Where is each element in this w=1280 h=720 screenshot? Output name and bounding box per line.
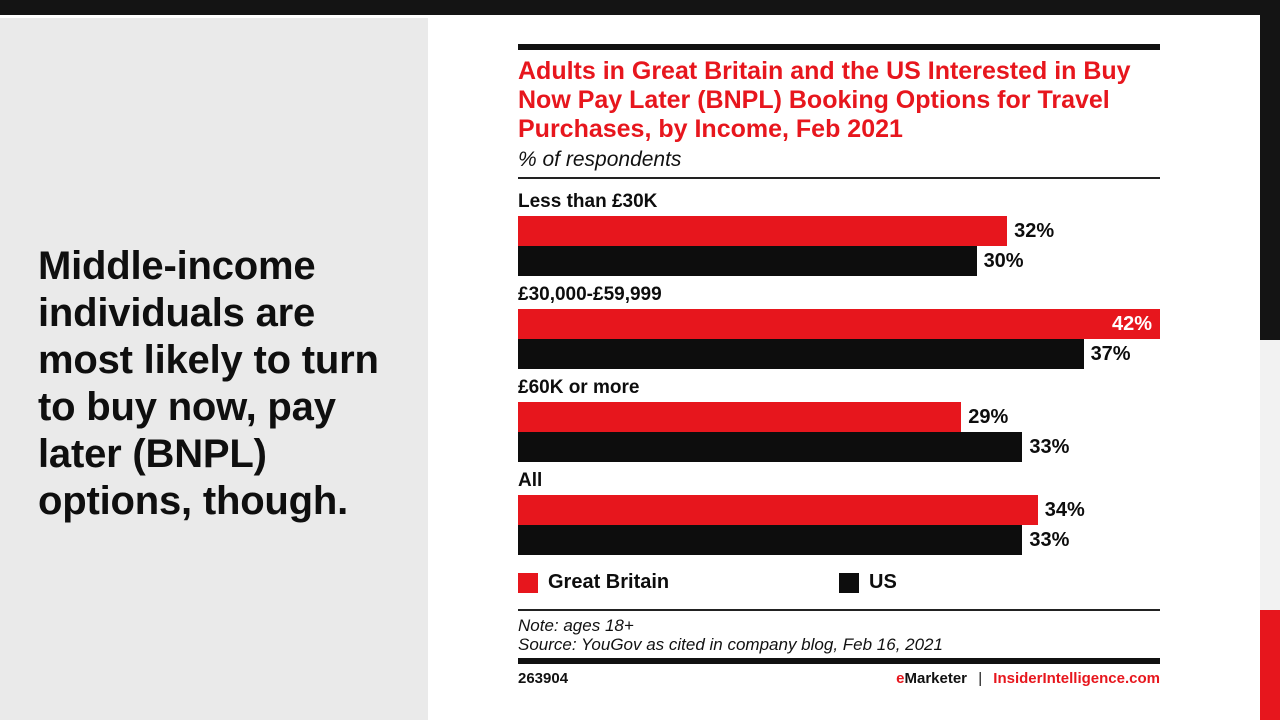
bar-row xyxy=(518,432,1160,462)
chart-notes xyxy=(518,616,1160,654)
bar-value-label: 37% xyxy=(1090,342,1131,365)
bar-row xyxy=(518,339,1160,369)
emarketer-logo: eMarketer xyxy=(896,670,968,687)
legend-swatch-great-britain xyxy=(518,573,538,593)
brand-separator: | xyxy=(978,670,983,687)
bar-value-label: 32% xyxy=(1014,219,1055,242)
chart-title xyxy=(518,57,1160,144)
chart-legend xyxy=(518,571,1160,594)
bar-us xyxy=(518,246,977,276)
right-accent-black-block xyxy=(1260,0,1280,340)
bar-row xyxy=(518,525,1160,555)
bar-value-label: 34% xyxy=(1044,498,1085,521)
bar-chart xyxy=(518,191,1160,555)
bar-group-60k-or-more xyxy=(518,377,1160,462)
category-label: All xyxy=(518,470,543,491)
chart-title-line: Purchases, by Income, Feb 2021 xyxy=(518,115,903,143)
top-accent-strip xyxy=(0,0,1280,15)
right-accent-red-block xyxy=(1260,610,1280,720)
bar-great-britain xyxy=(518,216,1007,246)
right-accent-gray-block xyxy=(1260,340,1280,610)
bar-value-label: 29% xyxy=(968,405,1009,428)
bar-group-less-than-30k xyxy=(518,191,1160,276)
category-label: £60K or more xyxy=(518,377,640,398)
category-label: Less than £30K xyxy=(518,191,658,212)
bar-row xyxy=(518,402,1160,432)
bar-group-30-000-59-999 xyxy=(518,284,1160,369)
category-label: £30,000-£59,999 xyxy=(518,284,662,305)
brand-lockup xyxy=(896,670,1160,687)
bar-value-label: 42% xyxy=(1111,312,1152,335)
bar-row xyxy=(518,216,1160,246)
legend-item-us xyxy=(839,571,1160,594)
bar-value-label: 33% xyxy=(1029,528,1070,551)
legend-swatch-us xyxy=(839,573,859,593)
chart-subtitle: % of respondents xyxy=(518,148,682,171)
chart-title-line: Now Pay Later (BNPL) Booking Options for Travel xyxy=(518,86,1110,114)
subtitle-rule xyxy=(518,177,1160,179)
bar-us xyxy=(518,525,1022,555)
bar-great-britain xyxy=(518,309,1160,339)
bar-row xyxy=(518,309,1160,339)
slide-headline: Middle-income individuals are most likely to turn to buy now, pay later (BNPL) options, though. xyxy=(38,244,379,523)
insider-intelligence-logo: InsiderIntelligence.com xyxy=(993,670,1160,687)
bar-great-britain xyxy=(518,495,1038,525)
bar-row xyxy=(518,246,1160,276)
notes-rule xyxy=(518,609,1160,611)
legend-item-great-britain xyxy=(518,571,839,594)
chart-card xyxy=(428,15,1260,720)
chart-id: 263904 xyxy=(518,670,569,687)
bar-group-all xyxy=(518,470,1160,555)
legend-label: US xyxy=(869,571,897,593)
bar-row xyxy=(518,495,1160,525)
bar-us xyxy=(518,339,1084,369)
headline-panel xyxy=(0,18,428,720)
chart-footer xyxy=(518,670,1160,687)
legend-label: Great Britain xyxy=(548,571,670,593)
chart-note: Note: ages 18+ xyxy=(518,616,634,635)
footer-rule xyxy=(518,658,1160,664)
bar-us xyxy=(518,432,1022,462)
bar-great-britain xyxy=(518,402,961,432)
title-top-rule xyxy=(518,44,1160,50)
chart-source: Source: YouGov as cited in company blog, Feb 16, 2021 xyxy=(518,635,943,654)
chart-title-line: Adults in Great Britain and the US Interested in Buy xyxy=(518,57,1131,85)
bar-value-label: 30% xyxy=(983,249,1024,272)
bar-value-label: 33% xyxy=(1029,435,1070,458)
